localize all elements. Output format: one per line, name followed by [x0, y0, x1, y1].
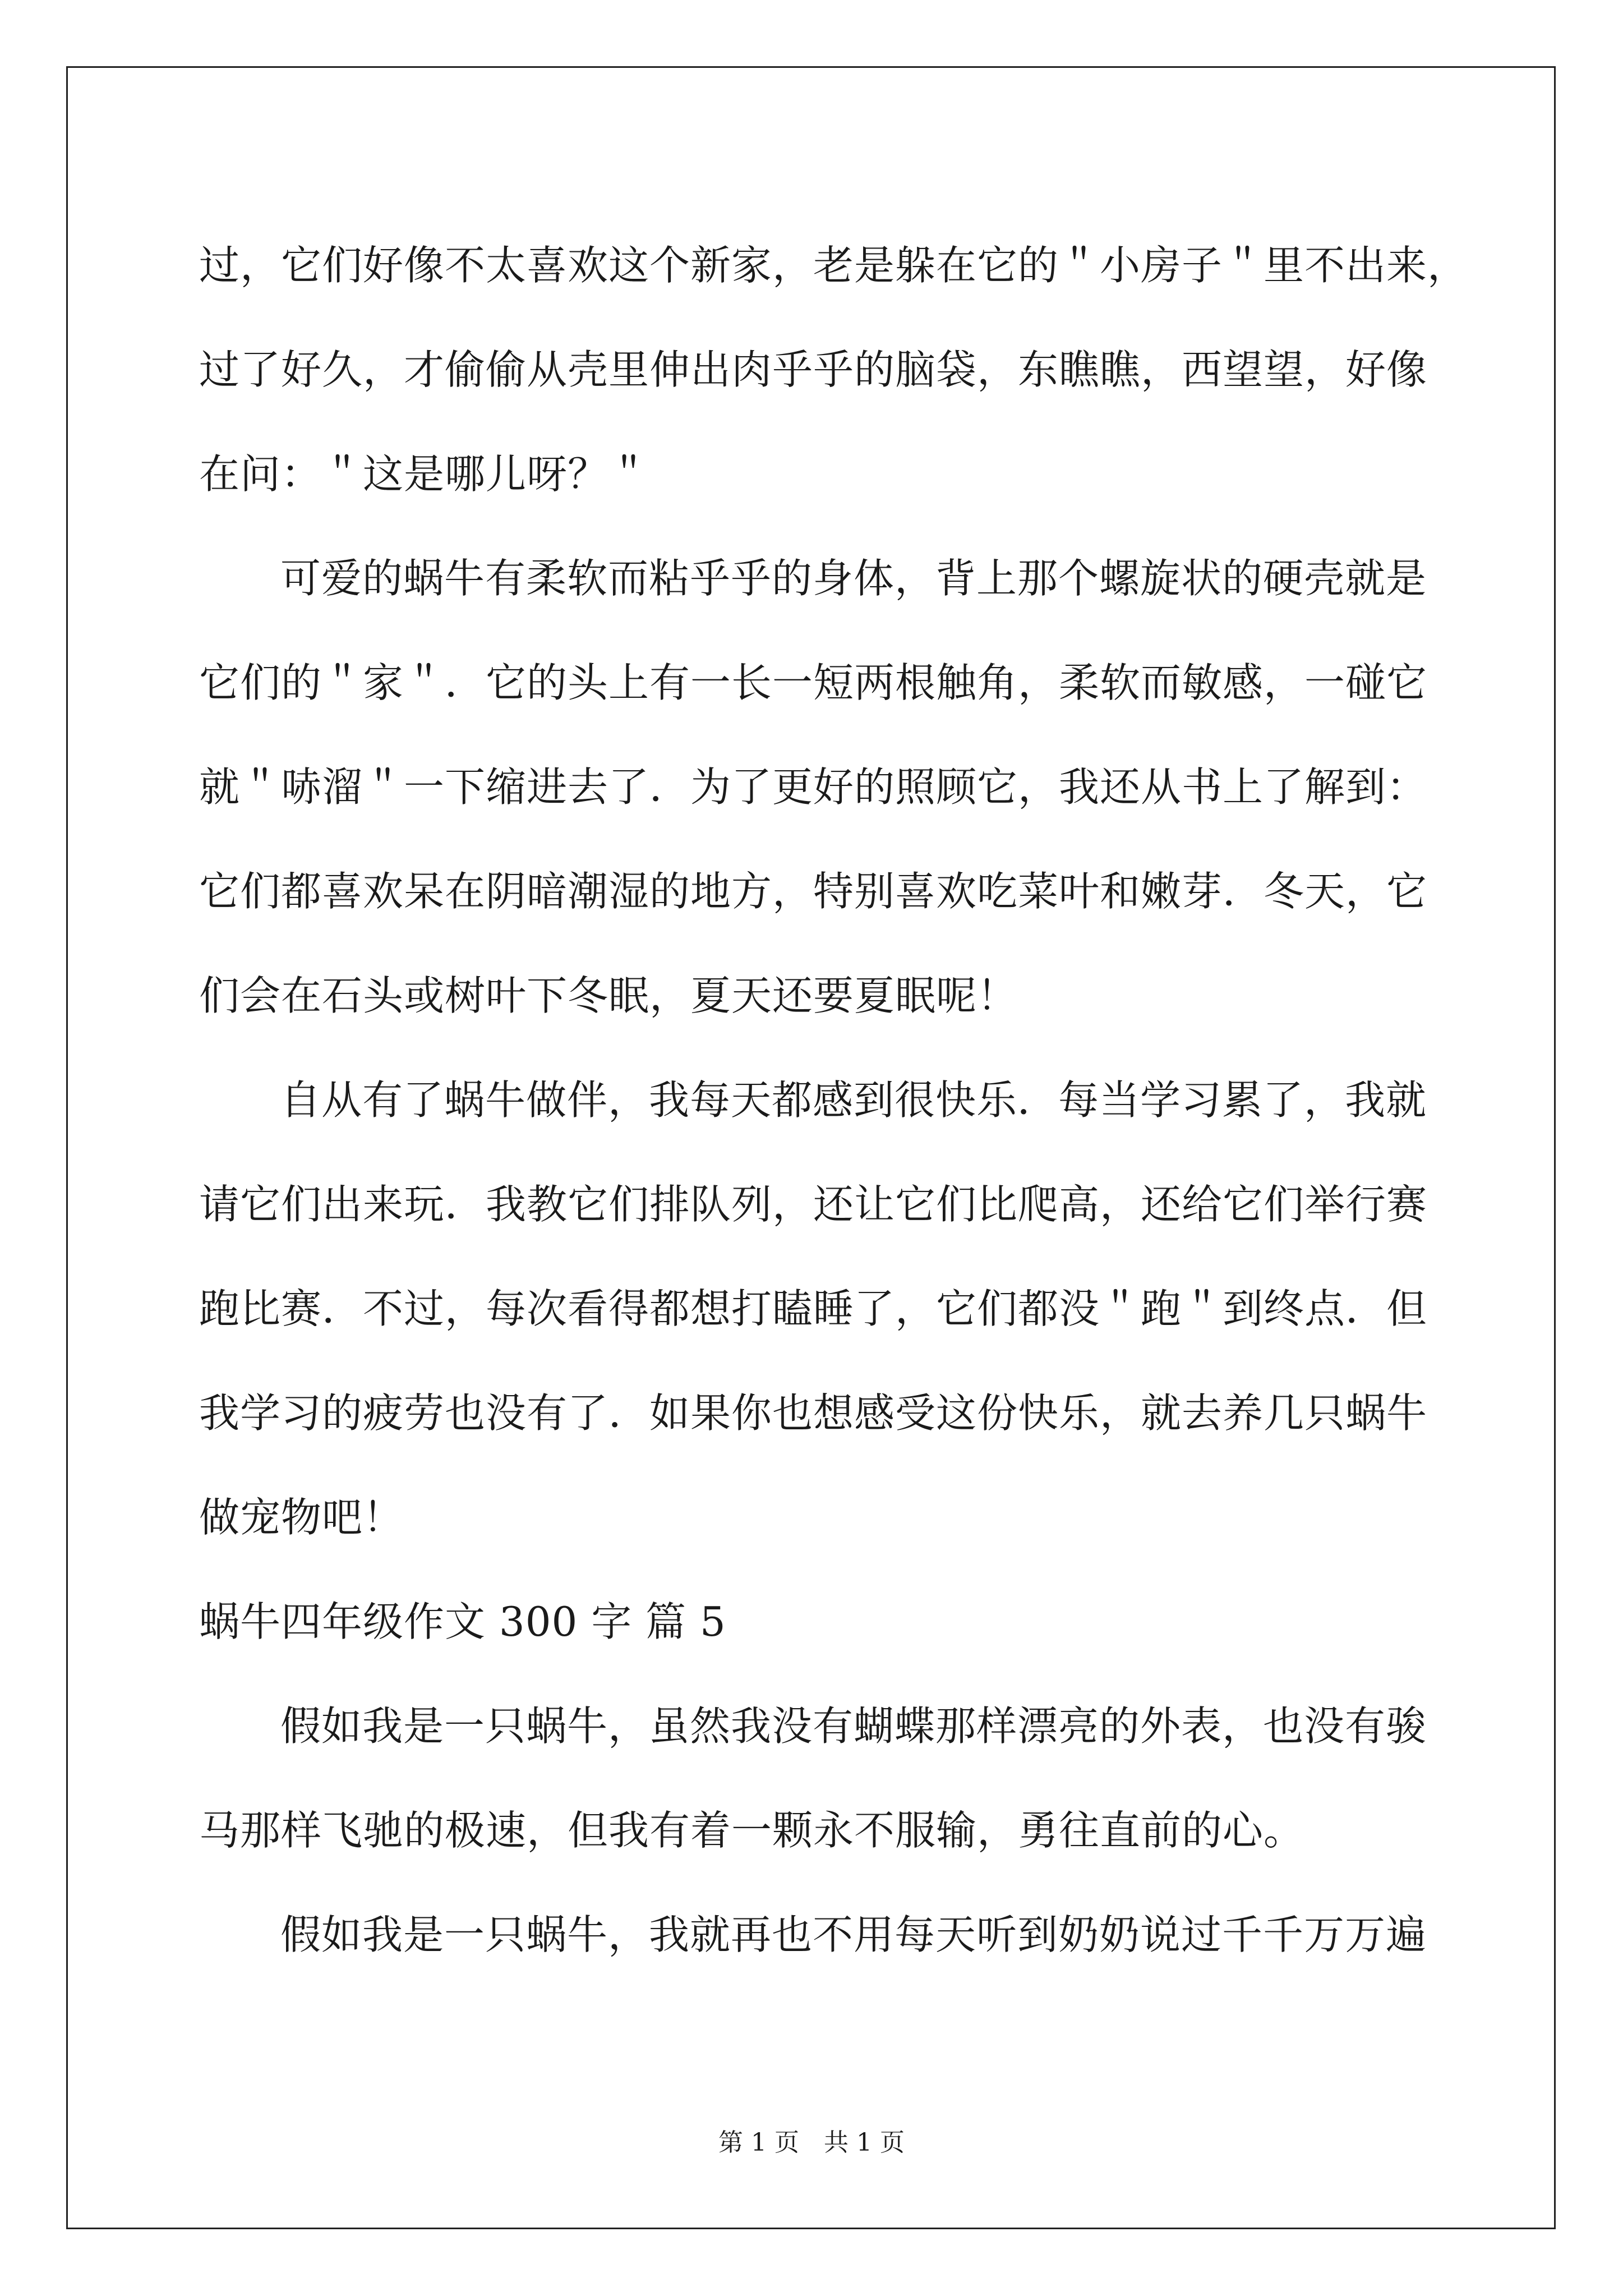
section-heading: 蜗牛四年级作文 300 字 篇 5 [199, 1598, 726, 1645]
text-line: 它们的＂家＂．它的头上有一长一短两根触角，柔软而敏感，一碰它 [199, 659, 1428, 706]
text-line: 过，它们好像不太喜欢这个新家，老是躲在它的＂小房子＂里不出来， [199, 242, 1469, 289]
text-line: 过了好久，才偷偷从壳里伸出肉乎乎的脑袋，东瞧瞧，西望望，好像 [199, 346, 1428, 393]
paragraph-start-line: 可爱的蜗牛有柔软而粘乎乎的身体，背上那个螺旋状的硬壳就是 [280, 555, 1427, 602]
text-line: 请它们出来玩．我教它们排队列，还让它们比爬高，还给它们举行赛 [199, 1181, 1428, 1228]
document-body [199, 213, 1469, 1987]
page-number-footer: 第 1 页 共 1 页 [718, 2128, 905, 2157]
paragraph-start-line: 假如我是一只蜗牛，我就再也不用每天听到奶奶说过千千万万遍 [280, 1911, 1427, 1958]
text-line: 就＂哧溜＂一下缩进去了．为了更好的照顾它，我还从书上了解到： [199, 763, 1428, 811]
text-line: 们会在石头或树叶下冬眠，夏天还要夏眠呢！ [199, 972, 1018, 1019]
text-line: 它们都喜欢呆在阴暗潮湿的地方，特别喜欢吃菜叶和嫩芽．冬天，它 [199, 868, 1428, 915]
text-line: 跑比赛．不过，每次看得都想打瞌睡了，它们都没＂跑＂到终点．但 [199, 1285, 1428, 1332]
text-line: 在问：＂这是哪儿呀？＂ [199, 450, 650, 498]
paragraph-start-line: 自从有了蜗牛做伴，我每天都感到很快乐．每当学习累了，我就 [280, 1076, 1427, 1124]
text-line: 马那样飞驰的极速，但我有着一颗永不服输，勇往直前的心。 [199, 1807, 1305, 1854]
text-line: 做宠物吧！ [199, 1494, 404, 1541]
text-line: 我学习的疲劳也没有了．如果你也想感受这份快乐，就去养几只蜗牛 [199, 1389, 1428, 1437]
paragraph-start-line: 假如我是一只蜗牛，虽然我没有蝴蝶那样漂亮的外表，也没有骏 [280, 1703, 1427, 1750]
